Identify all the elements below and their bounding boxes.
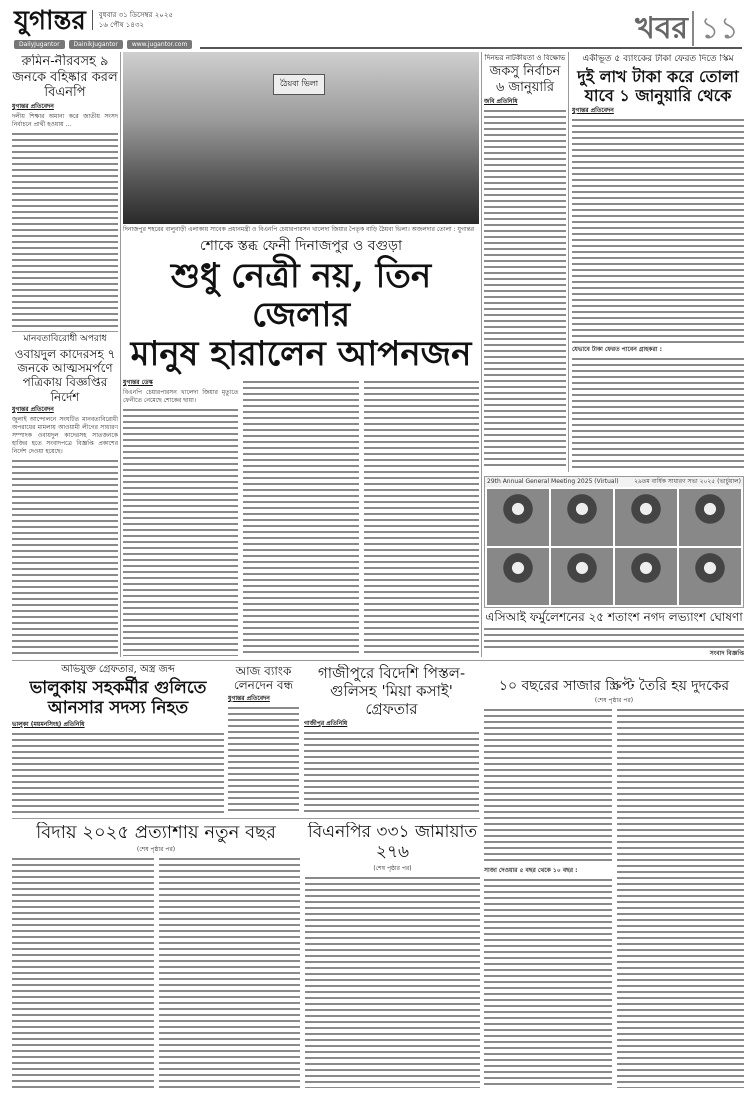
story-bank-holiday <box>228 664 299 814</box>
article-body <box>572 117 744 344</box>
aci-body <box>484 626 744 648</box>
jucsu-headline: জকসু নির্বাচন ৬ জানুয়ারি <box>489 64 561 95</box>
column-rule <box>120 52 121 657</box>
article-lead: জুলাই আন্দোলনে সংঘটিত মানবতাবিরোধী অপরাধের মামলায় আওয়ামী লীগের সাধারণ সম্পাদক ওবায়দুল কাদেরসহ সাতজনকে হাজির হতে সংবাদপত্রে বিজ্ঞপ্তি প্রকাশের নির্দেশ দেওয়া হয়েছে। <box>12 416 118 456</box>
participant-video <box>487 489 549 546</box>
banner-english: 29th Annual General Meeting 2025 (Virtual) <box>487 478 619 485</box>
story-seat-count <box>305 822 480 1088</box>
dudak-body-2 <box>617 707 745 1088</box>
participant-video <box>679 489 741 546</box>
article-body <box>484 707 612 865</box>
byline: যুগান্তর প্রতিবেদন <box>228 694 270 702</box>
seat-count-headline: বিএনপির ৩৩১ জামায়াত ২৭৬ <box>307 822 478 863</box>
byline: যুগান্তর ডেস্ক <box>123 379 153 387</box>
byline: গাজীপুর প্রতিনিধি <box>304 720 348 727</box>
participant-video <box>615 548 677 605</box>
section-title <box>635 4 739 55</box>
bank-holiday-body <box>228 705 299 814</box>
article-body <box>12 131 118 329</box>
obaidul-quader-headline: ওবায়দুল কাদেরসহ ৭ জনকে আত্মসমর্পণে পত্রিকায় বিজ্ঞপ্তির নির্দেশ <box>14 346 116 404</box>
divider <box>12 818 480 819</box>
article-body <box>484 108 566 470</box>
dudak-body-1 <box>484 707 612 1088</box>
bank-scheme-headline: দুই লাখ টাকা করে তোলা যাবে ১ জানুয়ারি থেকে <box>577 66 739 105</box>
lead-headline-line1: শুধু নেত্রী নয়, তিন জেলার <box>170 255 432 335</box>
photo-aci-agm <box>484 476 744 608</box>
jump-line: (শেষ পৃষ্ঠার পর) <box>373 864 412 872</box>
article-body <box>572 356 744 470</box>
article-lead: দলীয় শিক্ষার অমান্য করে জাতীয় সংসদ নির্বাচনে প্রার্থী হওয়ায় ... <box>12 112 118 128</box>
participant-video <box>615 489 677 546</box>
social-link-facebook[interactable]: DainikJugantor <box>69 40 123 49</box>
bhaluka-headline: ভালুকায় সহকর্মীর গুলিতে আনসার সদস্য নিহত <box>29 678 207 719</box>
article-body <box>12 731 224 814</box>
byline: যুগান্তর প্রতিবেদন <box>572 107 614 115</box>
banner-bangla: ২৯তম বার্ষিক সাধারণ সভা ২০২৫ (ভার্চুয়াল) <box>634 478 741 485</box>
story-bank-scheme <box>572 54 744 470</box>
subhead: যেভাবে টাকা ফেরত পাবেন গ্রাহকরা : <box>572 346 663 354</box>
byline: ভালুকা (ময়মনসিংহ) প্রতিনিধি <box>12 720 85 728</box>
new-year-headline: বিদায় ২০২৫ প্রত্যাশায় নতুন বছর <box>36 822 276 843</box>
byline: জবি প্রতিনিধি <box>484 97 518 105</box>
newspaper-logo: যুগান্তর <box>14 6 86 36</box>
lead-headline <box>123 257 479 374</box>
aci-headline: এসিআই ফর্মুলেশনের ২৫ শতাংশ নগদ লভ্যাংশ ঘোষণা <box>485 610 743 624</box>
kicker: মানবতাবিরোধী অপরাধ <box>23 333 107 344</box>
jump-line: (শেষ পৃষ্ঠার পর) <box>594 696 634 704</box>
story-gazipur <box>304 664 479 814</box>
column-rule <box>481 52 482 657</box>
divider <box>12 331 118 332</box>
participant-video <box>551 489 613 546</box>
lead-column-1 <box>123 379 238 656</box>
lead-column-2 <box>243 379 358 656</box>
photo-tayyeba-villa <box>123 52 479 224</box>
jump-line: (শেষ পৃষ্ঠার পর) <box>136 845 176 853</box>
section-name: খবর <box>635 11 689 46</box>
new-year-body-2 <box>159 856 301 1088</box>
column-rule <box>568 52 569 472</box>
page-number: ১১ <box>692 11 739 46</box>
participant-video <box>487 548 549 605</box>
byline: যুগান্তর প্রতিবেদন <box>12 406 54 414</box>
social-link-youtube[interactable]: DailyJugantor <box>14 40 65 49</box>
date-gregorian: বুধবার ৩১ ডিসেম্বর ২০২৫ <box>98 11 173 19</box>
dudak-headline: ১০ বছরের সাজার স্ক্রিপ্ট তৈরি হয় দুদকের <box>498 678 730 694</box>
story-aci <box>484 476 744 658</box>
masthead <box>14 6 173 36</box>
dudak-subhead: সাজা দেওয়ার ৫ বছর থেকে ১০ বছর : <box>484 867 578 875</box>
center-column <box>123 52 479 656</box>
article-body <box>12 458 118 656</box>
lead-kicker: শোকে স্তব্ধ ফেনী দিনাজপুর ও বগুড়া <box>199 238 403 254</box>
story-bhaluka <box>12 664 224 814</box>
photo-caption: দিনাজপুর শহরের বালুবাড়ী এলাকায় সাবেক প্রধানমন্ত্রী ও বিএনপি চেয়ারপারসন খালেদা জিয়ার পৈতৃক বাড়ি ঠৈয়বা ভিলা। অজলদার তোলা : যুগান্তর <box>123 226 475 233</box>
seat-count-body <box>305 875 480 1088</box>
gazipur-body <box>304 730 479 814</box>
aci-credit: সংবাদ বিজ্ঞপ্তি <box>709 650 744 657</box>
article-body <box>484 877 612 1088</box>
story-dudak <box>484 664 744 1088</box>
new-year-body <box>12 856 300 1088</box>
lead-headline-line2: মানুষ হারালেন আপনজন <box>130 333 472 374</box>
article-lead: বিএনপি চেয়ারপারসন খালেদা জিয়ার মৃত্যুতে ফেনীতে নেমেছে শোকের ছায়া। <box>123 389 239 405</box>
left-column <box>12 54 118 656</box>
dudak-body <box>484 707 744 1088</box>
story-new-year <box>12 822 300 1088</box>
divider <box>12 660 744 661</box>
lead-column-3 <box>364 379 479 656</box>
date-bangla: ১৬ পৌষ ১৪৩২ <box>98 21 144 29</box>
lead-body-columns <box>123 379 479 656</box>
house-sign: ঠৈয়বা ভিলা <box>273 74 325 95</box>
bank-holiday-headline: আজ ব্যাংক লেনদেন বন্ধ <box>233 664 294 693</box>
byline: যুগান্তর প্রতিবেদন <box>12 102 54 110</box>
kicker: একীভূত ৫ ব্যাংকের টাকা ফেরত দিতে স্কিম <box>582 54 734 64</box>
website-link[interactable]: www.jugantor.com <box>127 40 193 49</box>
new-year-body-1 <box>12 856 154 1088</box>
bnp-expulsion-headline: রুমিন-নীরবসহ ৯ জনকে বহিষ্কার করল বিএনপি <box>12 54 118 101</box>
article-body <box>123 407 238 656</box>
participant-video <box>551 548 613 605</box>
kicker: অভিযুক্ত গ্রেফতার, অস্ত্র জব্দ <box>61 664 175 675</box>
story-jucsu <box>484 54 566 470</box>
social-links <box>14 40 192 49</box>
participant-video <box>679 548 741 605</box>
issue-date <box>92 10 173 30</box>
gazipur-headline: গাজীপুরে বিদেশি পিস্তল-গুলিসহ 'মিয়া কসাই' গ্রেফতার <box>317 664 466 718</box>
kicker: দিনভর নাটকীয়তা ও বিক্ষোভ <box>484 54 566 62</box>
